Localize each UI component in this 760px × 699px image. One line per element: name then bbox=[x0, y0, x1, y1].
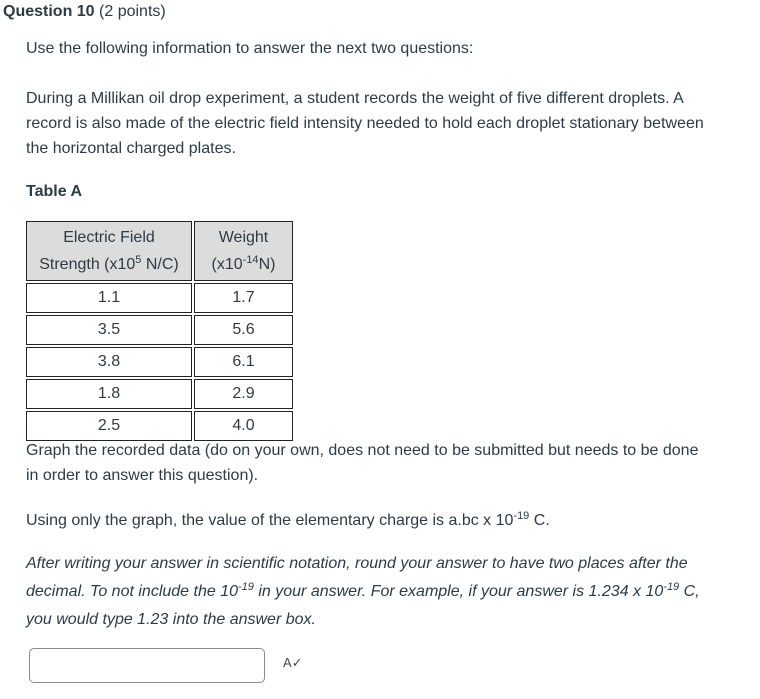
weight-cell: 5.6 bbox=[194, 315, 293, 345]
weight-cell: 4.0 bbox=[194, 411, 293, 441]
field-cell: 1.1 bbox=[26, 283, 192, 313]
answer-note: After writing your answer in scientific notation, round your answer to have two places after the decimal. To not include the $10^{-19}$ in your answer. For example, if your answer is 1.234 x $10^{-19}$ C, you would type 1.23 into the answer box. bbox=[26, 555, 700, 628]
question-points: (2 points) bbox=[99, 3, 166, 20]
graph-instruction: Graph the recorded data (do on your own, does not need to be submitted but needs to be done in order to answer this question). bbox=[26, 442, 699, 484]
weight-cell: 1.7 bbox=[194, 283, 293, 313]
intro-text: Use the following information to answer the next two questions: bbox=[26, 40, 474, 57]
table-row bbox=[26, 411, 293, 441]
table-row bbox=[26, 315, 293, 345]
table-title: Table A bbox=[26, 183, 83, 200]
answer-input[interactable] bbox=[29, 648, 265, 683]
question-title: Question 10 bbox=[3, 3, 95, 20]
header-electric-field: Electric Field Strength ($x10^5$ N/C) bbox=[26, 221, 192, 281]
table-row bbox=[26, 347, 293, 377]
spellcheck-icon[interactable]: A✓ bbox=[283, 655, 303, 670]
weight-cell: 2.9 bbox=[194, 379, 293, 409]
field-cell: 3.8 bbox=[26, 347, 192, 377]
question-prompt: Using only the graph, the value of the elementary charge is a.bc x $10^{-19}$ C. bbox=[26, 510, 550, 529]
header-weight: Weight $(x10^{-14}N)$ bbox=[194, 221, 293, 281]
field-cell: 1.8 bbox=[26, 379, 192, 409]
table-row bbox=[26, 379, 293, 409]
weight-cell: 6.1 bbox=[194, 347, 293, 377]
table-header-row bbox=[26, 221, 293, 281]
field-cell: 3.5 bbox=[26, 315, 192, 345]
data-table bbox=[24, 219, 295, 443]
field-cell: 2.5 bbox=[26, 411, 192, 441]
table-row bbox=[26, 283, 293, 313]
scenario-text: During a Millikan oil drop experiment, a student records the weight of five different droplets. A record is also made of the electric field intensity needed to hold each droplet stationary between the horizontal charged plates. bbox=[26, 90, 704, 157]
question-header bbox=[3, 3, 166, 21]
